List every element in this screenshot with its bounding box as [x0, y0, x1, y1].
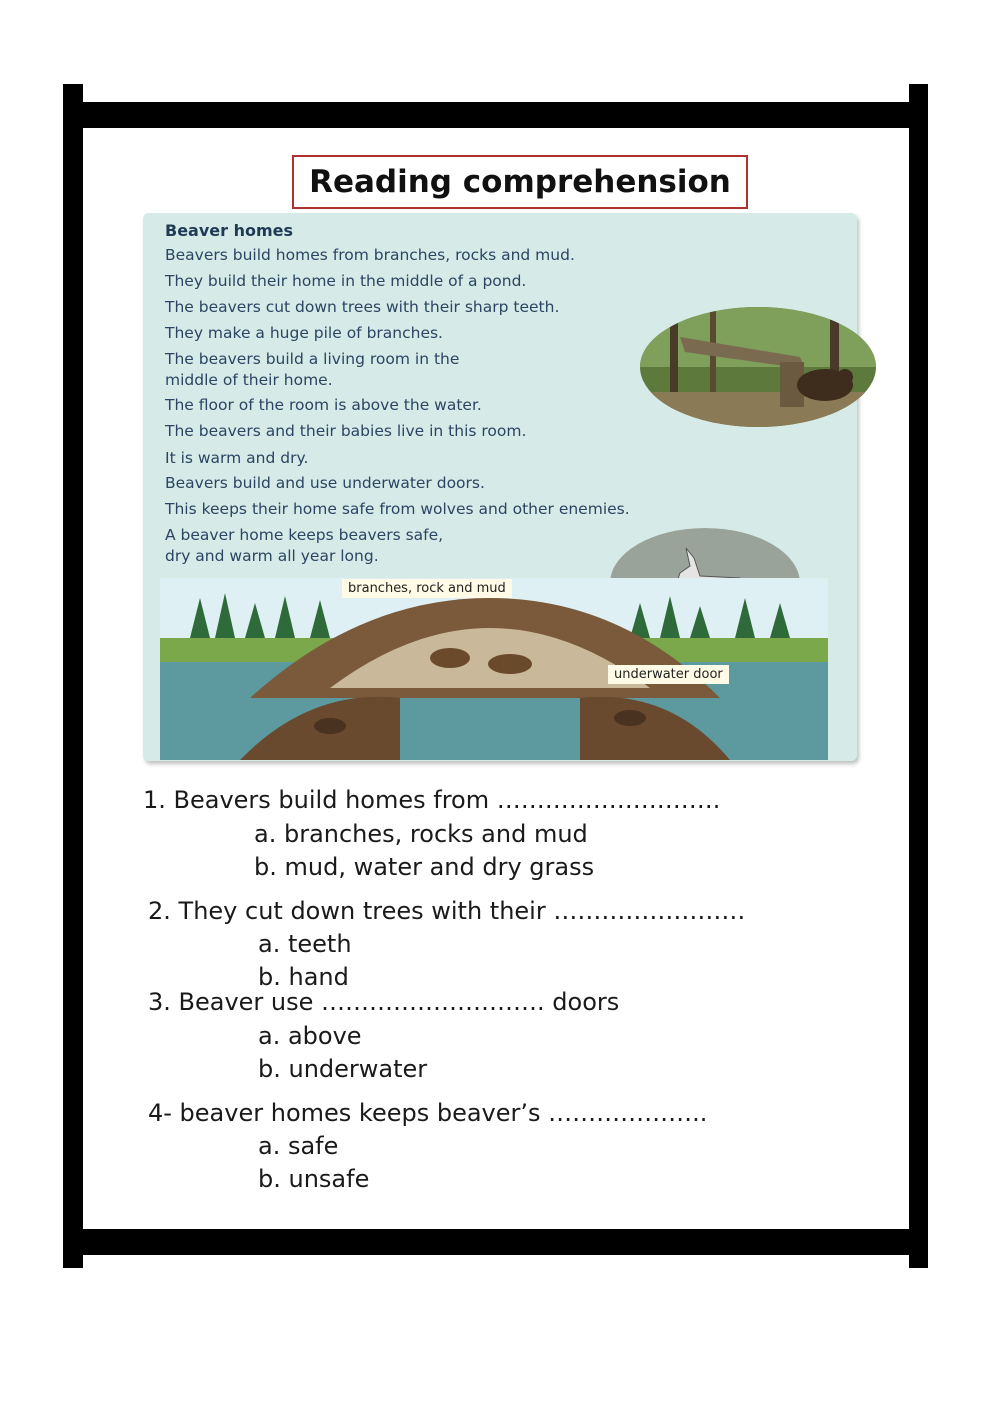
passage-line: The floor of the room is above the water.	[165, 396, 482, 414]
question-4: 4- beaver homes keeps beaver’s ………………..	[148, 1099, 708, 1127]
question-4-option-a[interactable]: a. safe	[258, 1132, 339, 1160]
passage-line: Beavers build homes from branches, rocks and mud.	[165, 246, 575, 264]
diagram-label-underwater-door: underwater door	[608, 665, 729, 684]
frame-left-border	[63, 84, 83, 1268]
question-1-option-a[interactable]: a. branches, rocks and mud	[254, 820, 588, 848]
question-1-option-b[interactable]: b. mud, water and dry grass	[254, 853, 595, 881]
passage-line: Beavers build and use underwater doors.	[165, 474, 485, 492]
question-1: 1. Beavers build homes from ……………………….	[143, 786, 721, 814]
question-4-option-b[interactable]: b. unsafe	[258, 1165, 370, 1193]
passage-line: The beavers and their babies live in this room.	[165, 422, 527, 440]
question-2-option-a[interactable]: a. teeth	[258, 930, 352, 958]
passage-line: The beavers cut down trees with their sharp teeth.	[165, 298, 560, 316]
passage-line: middle of their home.	[165, 371, 333, 389]
page-title: Reading comprehension	[292, 155, 748, 209]
question-2-option-b[interactable]: b. hand	[258, 963, 349, 991]
question-3-option-b[interactable]: b. underwater	[258, 1055, 428, 1083]
frame-bottom-border	[63, 1229, 928, 1255]
passage-heading: Beaver homes	[165, 221, 294, 240]
passage-line: The beavers build a living room in the	[165, 350, 460, 368]
passage-line: They make a huge pile of branches.	[165, 324, 443, 342]
question-2: 2. They cut down trees with their ……………………	[148, 897, 746, 925]
question-3-option-a[interactable]: a. above	[258, 1022, 362, 1050]
frame-right-border	[909, 84, 928, 1268]
frame-top-border	[63, 102, 928, 128]
passage-line: A beaver home keeps beavers safe,	[165, 526, 444, 544]
passage-line: This keeps their home safe from wolves and other enemies.	[165, 500, 630, 518]
diagram-label-materials: branches, rock and mud	[342, 579, 512, 598]
beaver-tree-photo	[640, 307, 876, 427]
passage-line: It is warm and dry.	[165, 449, 309, 467]
passage-line: They build their home in the middle of a pond.	[165, 272, 527, 290]
passage-line: dry and warm all year long.	[165, 547, 379, 565]
question-3: 3. Beaver use ………………………. doors	[148, 988, 620, 1016]
